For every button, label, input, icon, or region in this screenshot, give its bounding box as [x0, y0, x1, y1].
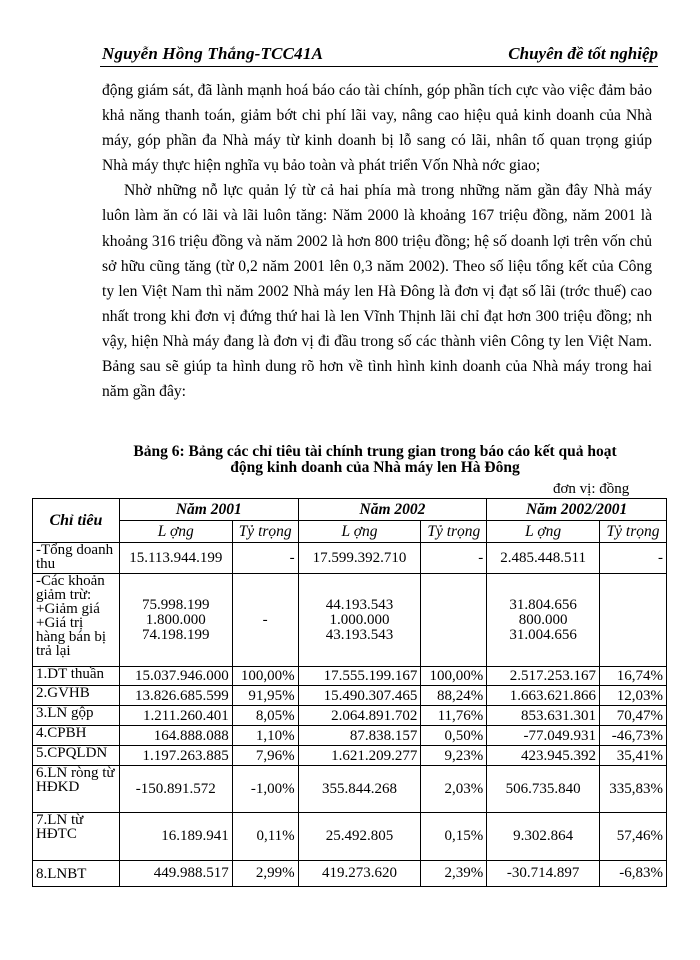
cell-amount-diff: 2.517.253.167	[487, 667, 600, 686]
cell-ratio-diff: 70,47%	[600, 706, 667, 726]
table-row	[33, 706, 667, 726]
document-title: Chuyên đề tốt nghiệp	[508, 44, 658, 63]
subheader-amount-2001: L ợng	[119, 521, 232, 543]
cell-ratio-2002: 11,76%	[421, 706, 487, 726]
cell-ratio-2001: 2,99%	[232, 861, 298, 887]
author-name: Nguyễn Hồng Thắng-TCC41A	[102, 44, 324, 63]
cell-ratio-diff: 35,41%	[600, 746, 667, 766]
cell-ratio-2001: 7,96%	[232, 746, 298, 766]
table-row	[33, 861, 667, 887]
table-row	[33, 574, 667, 667]
cell-amount-2002: 419.273.620	[298, 861, 421, 887]
subheader-ratio-diff: Tỷ trọng	[600, 521, 667, 543]
page-header	[100, 36, 658, 67]
cell-ratio-2001: 8,05%	[232, 706, 298, 726]
cell-ratio-diff: 12,03%	[600, 686, 667, 706]
cell-amount-2002: 17.599.392.710	[298, 543, 421, 574]
cell-amount-2002: 355.844.268	[298, 766, 421, 813]
cell-value: 43.193.543	[325, 626, 394, 643]
table-row	[33, 746, 667, 766]
cell-amount-2001: 15.037.946.000	[119, 667, 232, 686]
cell-amount-2002: 1.621.209.277	[298, 746, 421, 766]
cell-ratio-2002: 88,24%	[421, 686, 487, 706]
header-indicator: Chỉ tiêu	[33, 499, 120, 543]
cell-amount-diff: -77.049.931	[487, 726, 600, 746]
cell-amount-2001: 16.189.941	[119, 813, 232, 861]
table-row	[33, 686, 667, 706]
cell-amount-2002: 87.838.157	[298, 726, 421, 746]
table-row	[33, 766, 667, 813]
cell-value: 75.998.199	[142, 596, 210, 613]
cell-value: 1.000.000	[329, 611, 390, 628]
cell-ratio-2002: -	[421, 543, 487, 574]
header-year-diff: Năm 2002/2001	[487, 499, 667, 521]
table-caption-line-1: Bảng 6: Bảng các chỉ tiêu tài chính trung gian trong báo cáo kết quả hoạt	[133, 443, 617, 460]
row-label: 8.LNBT	[33, 861, 120, 887]
financial-table	[32, 498, 667, 887]
cell-ratio-2001: -1,00%	[232, 766, 298, 813]
cell-ratio-2002: 2,39%	[421, 861, 487, 887]
cell-amount-2002: 25.492.805	[298, 813, 421, 861]
subheader-amount-diff: L ợng	[487, 521, 600, 543]
cell-amount-diff: 853.631.301	[487, 706, 600, 726]
table-row	[33, 813, 667, 861]
cell-amount-2001	[119, 574, 232, 667]
table-unit: đơn vị: đồng	[553, 481, 630, 497]
cell-amount-2002	[298, 574, 421, 667]
cell-amount-2001: 1.211.260.401	[119, 706, 232, 726]
cell-ratio-diff: -46,73%	[600, 726, 667, 746]
cell-ratio-diff	[600, 574, 667, 667]
row-label: 2.GVHB	[33, 686, 120, 706]
cell-ratio-2001: 100,00%	[232, 667, 298, 686]
table-caption	[110, 444, 640, 476]
row-label: 4.CPBH	[33, 726, 120, 746]
cell-ratio-diff: 57,46%	[600, 813, 667, 861]
cell-amount-2001: 1.197.263.885	[119, 746, 232, 766]
cell-ratio-2001: 1,10%	[232, 726, 298, 746]
header-year-2002: Năm 2002	[298, 499, 487, 521]
cell-ratio-2001: -	[232, 574, 298, 667]
cell-amount-2001: 164.888.088	[119, 726, 232, 746]
row-label: -Các khoản giảm trừ: +Giảm giá +Giá trị hàng bán bị trả lại	[33, 574, 120, 667]
cell-value: 44.193.543	[325, 596, 394, 613]
cell-ratio-2002: 100,00%	[421, 667, 487, 686]
row-label: 3.LN gộp	[33, 706, 120, 726]
cell-ratio-2002: 9,23%	[421, 746, 487, 766]
row-label: 7.LN từ HĐTC	[33, 813, 120, 861]
cell-amount-diff: 423.945.392	[487, 746, 600, 766]
cell-amount-2001: 449.988.517	[119, 861, 232, 887]
cell-value: 800.000	[518, 611, 568, 628]
cell-amount-diff: 9.302.864	[487, 813, 600, 861]
cell-ratio-diff: -	[600, 543, 667, 574]
row-label: 5.CPQLDN	[33, 746, 120, 766]
subheader-ratio-2002: Tỷ trọng	[421, 521, 487, 543]
row-label: 6.LN ròng từ HĐKD	[33, 766, 120, 813]
cell-amount-diff: 1.663.621.866	[487, 686, 600, 706]
cell-ratio-2002: 0,50%	[421, 726, 487, 746]
table-row	[33, 667, 667, 686]
cell-value: 31.004.656	[509, 626, 577, 643]
cell-ratio-2001: 91,95%	[232, 686, 298, 706]
cell-amount-diff: 506.735.840	[487, 766, 600, 813]
cell-ratio-2001: -	[232, 543, 298, 574]
table-subheader-row	[33, 521, 667, 543]
table-header-row	[33, 499, 667, 521]
cell-ratio-2002: 0,15%	[421, 813, 487, 861]
cell-ratio-diff: 16,74%	[600, 667, 667, 686]
cell-ratio-diff: 335,83%	[600, 766, 667, 813]
cell-value: 1.800.000	[145, 611, 206, 628]
subheader-amount-2002: L ợng	[298, 521, 421, 543]
cell-amount-diff: 2.485.448.511	[487, 543, 600, 574]
cell-amount-2002: 2.064.891.702	[298, 706, 421, 726]
cell-value: 31.804.656	[509, 596, 577, 613]
cell-amount-diff: -30.714.897	[487, 861, 600, 887]
cell-amount-2001: -150.891.572	[119, 766, 232, 813]
subheader-ratio-2001: Tỷ trọng	[232, 521, 298, 543]
paragraph-1: động giám sát, đã lành mạnh hoá báo cáo tài chính, góp phần tích cực vào việc đảm bảo khả năng thanh toán, giảm bớt chi phí lãi vay, nâng cao hiệu quả kinh doanh của Nhà máy, góp phần đa Nhà máy từ kinh doanh bị lỗ sang có lãi, nhân tố quan trọng giúp Nhà máy thực hiện nghĩa vụ bảo toàn và phát triển Vốn Nhà nớc giao;	[102, 82, 652, 175]
cell-amount-diff	[487, 574, 600, 667]
cell-amount-2001: 15.113.944.199	[119, 543, 232, 574]
body-text	[102, 78, 652, 404]
header-year-2001: Năm 2001	[119, 499, 298, 521]
paragraph-2: Nhờ những nỗ lực quản lý từ cả hai phía mà trong những năm gần đây Nhà máy luôn làm ăn có lãi và lãi luôn tăng: Năm 2000 là khoảng 167 triệu đồng, năm 2001 là khoảng 316 triệu đồng và năm 2002 là hơn 800 triệu đồng; hệ số doanh lợi trên vốn chủ sở hữu cũng tăng (từ 0,2 năm 2001 lên 0,3 năm 2002). Theo số liệu tổng kết của Công ty len Việt Nam thì năm 2002 Nhà máy len Hà Đông là đơn vị đạt số lãi (trớc thuế) cao nhất trong khi đơn vị đứng thứ hai là len Vĩnh Thịnh lãi chỉ đạt hơn 300 triệu đồng; nh vậy, hiện Nhà máy đang là đơn vị đi đầu trong số các thành viên Công ty len Việt Nam. Bảng sau sẽ giúp ta hình dung rõ hơn về tình hình kinh doanh của Nhà máy trong hai năm gần đây:	[102, 182, 652, 401]
row-label: 1.DT thuần	[33, 667, 120, 686]
cell-ratio-2002	[421, 574, 487, 667]
cell-amount-2001: 13.826.685.599	[119, 686, 232, 706]
cell-ratio-diff: -6,83%	[600, 861, 667, 887]
cell-ratio-2002: 2,03%	[421, 766, 487, 813]
row-label: -Tổng doanh thu	[33, 543, 120, 574]
table-row	[33, 726, 667, 746]
table-caption-line-2: động kinh doanh của Nhà máy len Hà Đông	[230, 459, 520, 476]
cell-amount-2002: 15.490.307.465	[298, 686, 421, 706]
cell-value: 74.198.199	[142, 626, 210, 643]
table-row	[33, 543, 667, 574]
cell-amount-2002: 17.555.199.167	[298, 667, 421, 686]
cell-ratio-2001: 0,11%	[232, 813, 298, 861]
